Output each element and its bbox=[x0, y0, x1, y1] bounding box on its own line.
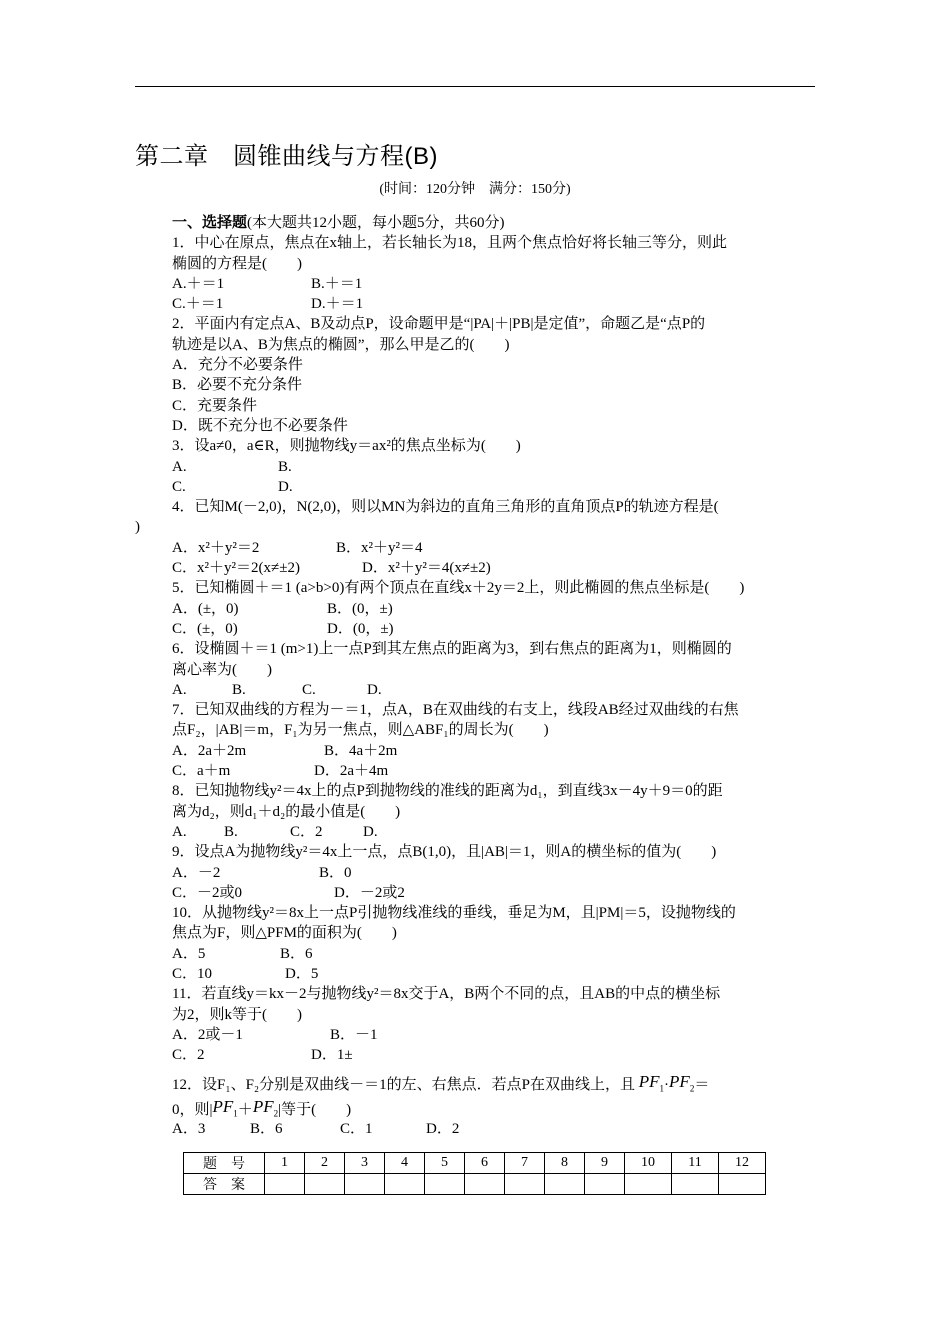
q3-stem: 3．设a≠0，a∈R，则抛物线y＝ax²的焦点坐标为( ) bbox=[172, 438, 521, 455]
q12-options: A．3 B．6 C．1 D．2 bbox=[172, 1121, 460, 1138]
vector-pf1: $PF_1$ bbox=[638, 1072, 665, 1094]
row-label: 题 号 bbox=[184, 1153, 265, 1174]
q9-stem: 9．设点A为抛物线y²＝4x上一点，点B(1,0)，且|AB|＝1，则A的横坐标的值为( ) bbox=[172, 844, 717, 861]
q11-options-cd: C．2 D．1± bbox=[172, 1047, 353, 1064]
table-row bbox=[184, 1174, 766, 1195]
answer-cell[interactable] bbox=[265, 1174, 305, 1195]
q2-option-d: D．既不充分也不必要条件 bbox=[172, 417, 348, 434]
q3-options-cd: C. D. bbox=[172, 478, 293, 495]
question-number: 10 bbox=[625, 1153, 672, 1174]
q4-stem: 4．已知M(－2,0)，N(2,0)，则以MN为斜边的直角三角形的直角顶点P的轨迹方程是( bbox=[172, 499, 719, 516]
question-number: 11 bbox=[672, 1153, 719, 1174]
question-number: 2 bbox=[305, 1153, 345, 1174]
question-number: 7 bbox=[505, 1153, 545, 1174]
q2-option-a: A．充分不必要条件 bbox=[172, 357, 303, 374]
table-row bbox=[184, 1153, 766, 1174]
q3-options-ab: A. B. bbox=[172, 458, 292, 475]
q2-option-c: C．充要条件 bbox=[172, 397, 258, 414]
q8-stem: 8．已知抛物线y²＝4x上的点P到抛物线的准线的距离为d₁，到直线3x－4y＋9＝0的距 bbox=[172, 783, 723, 800]
question-number: 3 bbox=[345, 1153, 385, 1174]
q11-stem: 11．若直线y＝kx－2与抛物线y²＝8x交于A，B两个不同的点，且AB的中点的横坐标 bbox=[172, 986, 721, 1003]
question-number: 6 bbox=[465, 1153, 505, 1174]
q11-stem-cont: 为2，则k等于( ) bbox=[172, 1006, 302, 1023]
q2-stem: 2．平面内有定点A、B及动点P，设命题甲是“|PA|＋|PB|是定值”，命题乙是“点P的 bbox=[172, 316, 706, 333]
q8-options: A. B. C．2 D. bbox=[172, 823, 378, 840]
question-number: 8 bbox=[545, 1153, 585, 1174]
q7-options-ab: A．2a＋2m B．4a＋2m bbox=[172, 742, 398, 759]
question-list bbox=[135, 213, 817, 1140]
question-number: 1 bbox=[265, 1153, 305, 1174]
q2-option-b: B．必要不充分条件 bbox=[172, 377, 303, 394]
answer-cell[interactable] bbox=[505, 1174, 545, 1195]
answer-cell[interactable] bbox=[385, 1174, 425, 1195]
answer-cell[interactable] bbox=[425, 1174, 465, 1195]
q7-stem-cont: 点F₂，|AB|＝m，F₁为另一焦点，则△ABF₁的周长为( ) bbox=[172, 722, 549, 739]
q1-options-cd: C.＋＝1 D.＋＝1 bbox=[172, 296, 364, 313]
vector-pf1: $PF_1$ bbox=[212, 1097, 238, 1119]
vector-pf2: $PF_2$ bbox=[669, 1072, 695, 1094]
section-heading: 一、选择题(本大题共12小题，每小题5分，共60分) bbox=[172, 215, 505, 231]
q5-options-ab: A．(±，0) B．(0，±) bbox=[172, 600, 393, 617]
q10-stem-cont: 焦点为F，则△PFM的面积为( ) bbox=[172, 925, 397, 942]
vector-pf2: $PF_2$ bbox=[252, 1097, 279, 1119]
q11-options-ab: A．2或－1 B．－1 bbox=[172, 1026, 378, 1043]
exam-info: (时间：120分钟 满分：150分) bbox=[379, 182, 571, 197]
q9-options-cd: C．－2或0 D．－2或2 bbox=[172, 884, 405, 901]
q4-options-cd: C．x²＋y²＝2(x≠±2) D．x²＋y²＝4(x≠±2) bbox=[172, 560, 491, 577]
q6-stem: 6．设椭圆＋＝1 (m>1)上一点P到其左焦点的距离为3，到右焦点的距离为1，则椭圆的 bbox=[172, 641, 732, 658]
q1-stem: 1．中心在原点，焦点在x轴上，若长轴长为18，且两个焦点恰好将长轴三等分，则此 bbox=[172, 235, 728, 252]
q6-stem-cont: 离心率为( ) bbox=[172, 661, 272, 678]
q9-options-ab: A．－2 B．0 bbox=[172, 864, 352, 881]
answer-cell[interactable] bbox=[625, 1174, 672, 1195]
q6-options: A. B. C. D. bbox=[172, 681, 382, 698]
q10-options-ab: A．5 B．6 bbox=[172, 945, 313, 962]
answer-cell[interactable] bbox=[305, 1174, 345, 1195]
q1-options-ab: A.＋＝1 B.＋＝1 bbox=[172, 275, 363, 292]
answer-cell[interactable] bbox=[719, 1174, 766, 1195]
page-title: 第二章 圆锥曲线与方程(B) bbox=[135, 143, 438, 170]
answer-cell[interactable] bbox=[672, 1174, 719, 1195]
question-number: 9 bbox=[585, 1153, 625, 1174]
answer-cell[interactable] bbox=[585, 1174, 625, 1195]
q2-stem-cont: 轨迹是以A、B为焦点的椭圆”，那么甲是乙的( ) bbox=[172, 336, 510, 353]
top-rule bbox=[135, 86, 815, 87]
q8-stem-cont: 离为d₂，则d₁＋d₂的最小值是( ) bbox=[172, 803, 401, 820]
q5-stem: 5．已知椭圆＋＝1 (a>b>0)有两个顶点在直线x＋2y＝2上，则此椭圆的焦点坐标是( ) bbox=[172, 580, 745, 597]
answer-cell[interactable] bbox=[345, 1174, 385, 1195]
question-number: 12 bbox=[719, 1153, 766, 1174]
q10-options-cd: C．10 D．5 bbox=[172, 965, 319, 982]
question-number: 5 bbox=[425, 1153, 465, 1174]
answer-cell[interactable] bbox=[545, 1174, 585, 1195]
q12-stem: 12．设F₁、F₂分别是双曲线－＝1的左、右焦点．若点P在双曲线上，且 $PF_1\cdot PF_2=$ bbox=[172, 1072, 710, 1094]
answer-table bbox=[183, 1152, 766, 1195]
row-label: 答 案 bbox=[184, 1174, 265, 1195]
q5-options-cd: C．(±，0) D．(0，±) bbox=[172, 620, 394, 637]
answer-cell[interactable] bbox=[465, 1174, 505, 1195]
q4-stem-cont: ) bbox=[135, 519, 140, 536]
q1-stem-cont: 椭圆的方程是( ) bbox=[172, 255, 302, 272]
q7-options-cd: C．a＋m D．2a＋4m bbox=[172, 763, 389, 780]
q4-options-ab: A．x²＋y²＝2 B．x²＋y²＝4 bbox=[172, 539, 423, 556]
q7-stem: 7．已知双曲线的方程为－＝1，点A，B在双曲线的右支上，线段AB经过双曲线的右焦 bbox=[172, 702, 739, 719]
question-number: 4 bbox=[385, 1153, 425, 1174]
q10-stem: 10．从抛物线y²＝8x上一点P引抛物线准线的垂线，垂足为M，且|PM|＝5，设抛物线的 bbox=[172, 905, 736, 922]
q12-stem-cont: 0，则$|PF_1+PF_2|$等于( ) bbox=[172, 1097, 352, 1119]
